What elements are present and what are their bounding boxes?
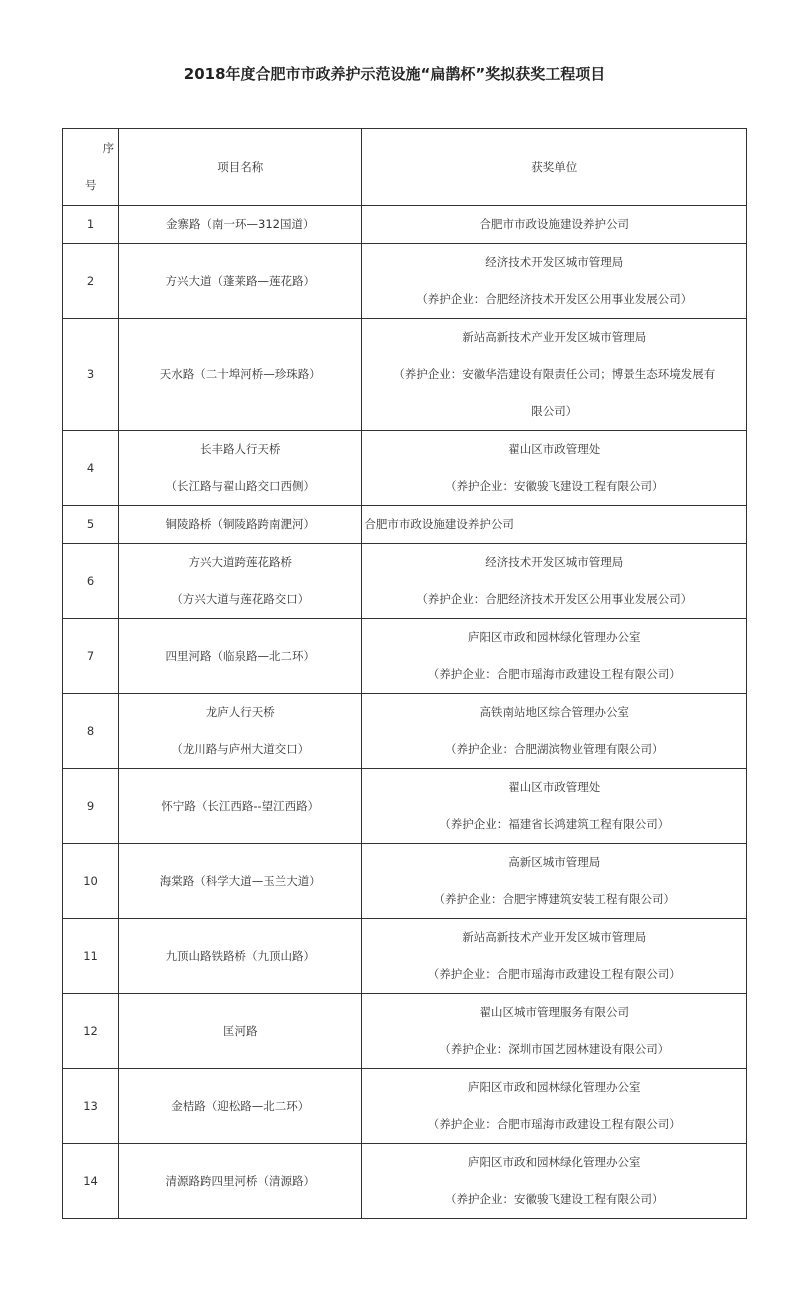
project-name-line: 海棠路（科学大道—玉兰大道） — [159, 873, 321, 888]
row-project-name — [119, 244, 362, 319]
project-location-line: （方兴大道与莲花路交口） — [171, 592, 310, 606]
table-header-row — [63, 129, 747, 206]
table-row — [63, 506, 747, 544]
award-unit-line: 高铁南站地区综合管理办公室 — [479, 705, 629, 719]
award-unit-line: 合肥市市政设施建设养护公司 — [479, 217, 629, 231]
maintenance-company-line: （养护企业：合肥市瑶海市政建设工程有限公司） — [427, 667, 681, 681]
row-award-unit — [362, 694, 747, 769]
project-name-line: 九顶山路铁路桥（九顶山路） — [165, 948, 315, 963]
row-seq: 10 — [63, 844, 119, 919]
header-name: 项目名称 — [119, 129, 362, 206]
award-unit-line: 翟山区市政管理处 — [508, 442, 601, 456]
table-row — [63, 769, 747, 844]
project-name-line: 怀宁路（长江西路--望江西路） — [161, 798, 320, 813]
row-project-name — [119, 919, 362, 994]
project-name-line: 铜陵路桥（铜陵路跨南淝河） — [165, 517, 315, 531]
row-project-name — [119, 694, 362, 769]
row-project-name — [119, 1069, 362, 1144]
table-row — [63, 244, 747, 319]
table-row — [63, 319, 747, 431]
row-seq: 4 — [63, 431, 119, 506]
maintenance-company-line: （养护企业：合肥市瑶海市政建设工程有限公司） — [427, 967, 681, 981]
row-seq: 5 — [63, 506, 119, 544]
maintenance-company-line: （养护企业：安徽骏飞建设工程有限公司） — [444, 1192, 664, 1206]
project-name-line: 匡河路 — [223, 1023, 258, 1038]
maintenance-company-line: （养护企业：合肥市瑶海市政建设工程有限公司） — [427, 1117, 681, 1131]
row-seq: 9 — [63, 769, 119, 844]
maintenance-company-line: （养护企业：合肥经济技术开发区公用事业发展公司） — [416, 592, 693, 606]
maintenance-company-line: （养护企业：安徽华浩建设有限责任公司；博景生态环境发展有 — [393, 367, 716, 381]
award-unit-line: 合肥市市政设施建设养护公司 — [364, 517, 514, 531]
row-seq: 13 — [63, 1069, 119, 1144]
header-seq-line2: 号 — [85, 178, 97, 192]
award-unit-line: 高新区城市管理局 — [508, 855, 601, 869]
table-row — [63, 1144, 747, 1219]
row-award-unit — [362, 1144, 747, 1219]
row-project-name — [119, 844, 362, 919]
page-title: 2018年度合肥市市政养护示范设施“扁鹊杯”奖拟获奖工程项目 — [183, 65, 606, 83]
row-seq: 2 — [63, 244, 119, 319]
project-location-line: （长江路与翟山路交口西侧） — [165, 479, 315, 493]
row-award-unit — [362, 506, 747, 544]
row-award-unit — [362, 544, 747, 619]
maintenance-company-line: （养护企业：合肥宇博建筑安装工程有限公司） — [433, 892, 675, 906]
header-seq-line1: 序 — [102, 141, 115, 155]
award-unit-line: 新站高新技术产业开发区城市管理局 — [462, 330, 647, 344]
row-seq: 11 — [63, 919, 119, 994]
award-unit-line: 新站高新技术产业开发区城市管理局 — [462, 930, 647, 944]
award-unit-line: 经济技术开发区城市管理局 — [485, 555, 624, 569]
project-name-line: 方兴大道（蓬莱路—莲花路） — [165, 273, 315, 288]
project-name-line: 天水路（二十埠河桥—珍珠路） — [159, 367, 321, 381]
row-project-name — [119, 1144, 362, 1219]
row-award-unit — [362, 206, 747, 244]
row-project-name — [119, 206, 362, 244]
project-name-line: 清源路跨四里河桥（清源路） — [165, 1173, 315, 1188]
award-unit-line: 庐阳区市政和园林绿化管理办公室 — [467, 630, 641, 644]
row-project-name — [119, 431, 362, 506]
row-project-name — [119, 319, 362, 431]
row-award-unit — [362, 769, 747, 844]
row-project-name — [119, 769, 362, 844]
table-row — [63, 1069, 747, 1144]
row-seq: 3 — [63, 319, 119, 431]
award-unit-line: 翟山区城市管理服务有限公司 — [479, 1005, 629, 1019]
row-award-unit — [362, 319, 747, 431]
table-row — [63, 919, 747, 994]
award-table — [62, 128, 747, 1219]
row-project-name — [119, 619, 362, 694]
maintenance-company-line: （养护企业：深圳市国艺园林建设有限公司） — [439, 1042, 670, 1056]
row-seq: 14 — [63, 1144, 119, 1219]
row-seq: 1 — [63, 206, 119, 244]
maintenance-company-line: 限公司） — [531, 404, 578, 418]
project-name-line: 长丰路人行天桥 — [200, 442, 281, 456]
row-seq: 8 — [63, 694, 119, 769]
table-body — [63, 129, 747, 1219]
maintenance-company-line: （养护企业：福建省长鸿建筑工程有限公司） — [439, 817, 670, 831]
project-name-line: 金寨路（南一环—312国道） — [166, 217, 315, 231]
award-unit-line: 庐阳区市政和园林绿化管理办公室 — [467, 1155, 641, 1169]
row-project-name — [119, 994, 362, 1069]
row-award-unit — [362, 1069, 747, 1144]
maintenance-company-line: （养护企业：安徽骏飞建设工程有限公司） — [444, 479, 664, 493]
award-unit-line: 经济技术开发区城市管理局 — [485, 255, 624, 269]
project-name-line: 四里河路（临泉路—北二环） — [165, 648, 315, 663]
row-seq: 6 — [63, 544, 119, 619]
row-award-unit — [362, 844, 747, 919]
row-award-unit — [362, 994, 747, 1069]
row-project-name — [119, 544, 362, 619]
table-row — [63, 206, 747, 244]
row-award-unit — [362, 619, 747, 694]
project-location-line: （龙川路与庐州大道交口） — [171, 742, 310, 756]
award-unit-line: 庐阳区市政和园林绿化管理办公室 — [467, 1080, 641, 1094]
project-name-line: 方兴大道跨莲花路桥 — [188, 555, 292, 569]
award-unit-line: 翟山区市政管理处 — [508, 780, 601, 794]
table-row — [63, 694, 747, 769]
table-row — [63, 544, 747, 619]
row-seq: 7 — [63, 619, 119, 694]
row-project-name — [119, 506, 362, 544]
table-row — [63, 844, 747, 919]
row-award-unit — [362, 919, 747, 994]
maintenance-company-line: （养护企业：合肥经济技术开发区公用事业发展公司） — [416, 292, 693, 306]
header-seq — [63, 129, 119, 206]
maintenance-company-line: （养护企业：合肥湖滨物业管理有限公司） — [444, 742, 664, 756]
row-award-unit — [362, 431, 747, 506]
row-award-unit — [362, 244, 747, 319]
header-unit: 获奖单位 — [362, 129, 747, 206]
row-seq: 12 — [63, 994, 119, 1069]
table-row — [63, 994, 747, 1069]
table-row — [63, 619, 747, 694]
project-name-line: 金桔路（迎松路—北二环） — [171, 1098, 310, 1113]
project-name-line: 龙庐人行天桥 — [205, 705, 275, 719]
table-row — [63, 431, 747, 506]
